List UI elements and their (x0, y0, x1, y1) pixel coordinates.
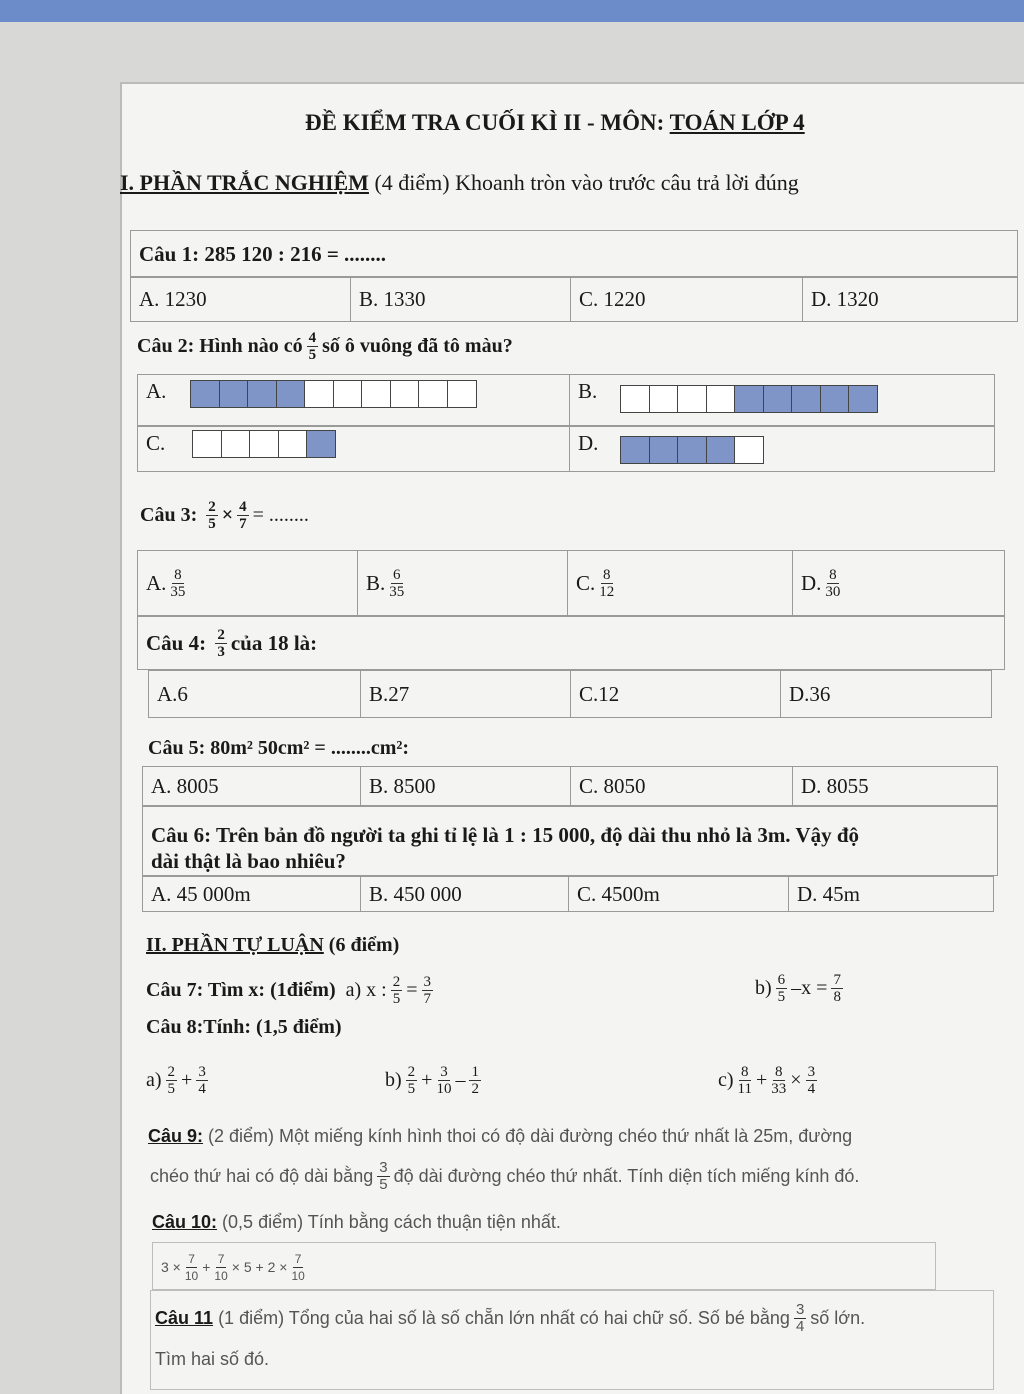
q8-part-c: c) $\frac{8}{11}$ + $\frac{8}{33}$ × $\frac{3}{4}$ (718, 1063, 816, 1097)
q10-question: Câu 10: (0,5 điểm) Tính bằng cách thuận tiện nhất. (152, 1212, 561, 1232)
q2-label-c[interactable]: C. (138, 427, 570, 471)
page-title: ĐỀ KIỂM TRA CUỐI KÌ II - MÔN: TOÁN LỚP 4 (305, 110, 805, 135)
q5-question: Câu 5: 80m² 50cm² = ........cm²: (148, 736, 410, 759)
q4-question: Câu 4: $\frac{2}{3}$ của 18 là: (146, 626, 318, 660)
screen-top-bar (0, 0, 1024, 22)
q8-part-b: b) $\frac{2}{5}$ + $\frac{3}{10}$ – $\frac{1}{2}$ (385, 1063, 479, 1097)
section2-heading: II. PHẦN TỰ LUẬN (6 điểm) (146, 934, 400, 956)
q4-option-b[interactable]: B.27 (361, 671, 571, 717)
q5-option-b[interactable]: B. 8500 (361, 767, 571, 805)
q1-question: Câu 1: 285 120 : 216 = ........ (139, 241, 387, 266)
q6-option-a[interactable]: A. 45 000m (143, 877, 361, 911)
q6-row (142, 806, 998, 876)
q9-line2: chéo thứ hai có độ dài bằng $\frac{3}{5}$ độ dài đường chéo thứ nhất. Tính diện tích miếng kính đó. (150, 1158, 860, 1193)
q4-options (148, 670, 992, 718)
q2-label-a[interactable]: A. (138, 375, 570, 425)
q4-option-c[interactable]: C.12 (571, 671, 781, 717)
q7-part-a: Câu 7: Tìm x: (1điểm) a) x : $\frac{2}{5}$ = $\frac{3}{7}$ (146, 973, 431, 1007)
q2-label-b[interactable]: B. (578, 379, 598, 403)
q1-row (130, 230, 1018, 278)
q3-option-a[interactable]: A. $\frac{8}{35}$ (138, 551, 358, 615)
q3-question: Câu 3: $\frac{2}{5}$ × $\frac{4}{7}$ = ........ (140, 498, 309, 532)
q6-option-b[interactable]: B. 450 000 (361, 877, 569, 911)
q2-fraction: $\frac{4}{5}$ (308, 329, 317, 363)
q10-expression: 3 × $\frac{7}{10}$ + $\frac{7}{10}$ × 5 + 2 × $\frac{7}{10}$ (161, 1251, 305, 1283)
q10-expression-box (152, 1242, 936, 1290)
q1-option-c[interactable]: C. 1220 (571, 277, 803, 321)
q2-figure-b (620, 385, 877, 413)
q3-options (137, 550, 1005, 616)
q2-figure-a (190, 380, 475, 408)
q8-part-a: a) $\frac{2}{5}$ + $\frac{3}{4}$ (146, 1063, 206, 1097)
q3-option-c[interactable]: C. $\frac{8}{12}$ (568, 551, 793, 615)
q5-option-c[interactable]: C. 8050 (571, 767, 793, 805)
q1-option-b[interactable]: B. 1330 (351, 277, 571, 321)
q8-question: Câu 8:Tính: (1,5 điểm) (146, 1016, 342, 1038)
q5-option-a[interactable]: A. 8005 (143, 767, 361, 805)
q6-question-line2: dài thật là bao nhiêu? (151, 849, 346, 873)
q1-option-d[interactable]: D. 1320 (811, 286, 879, 311)
q2-question: Câu 2: Hình nào có $\frac{4}{5}$ số ô vuông đã tô màu? (137, 329, 513, 363)
q3-option-b[interactable]: B. $\frac{6}{35}$ (358, 551, 568, 615)
q6-option-c[interactable]: C. 4500m (569, 877, 789, 911)
q11-line2: Tìm hai số đó. (155, 1349, 270, 1369)
q7-part-b: b) $\frac{6}{5}$ –x = $\frac{7}{8}$ (755, 971, 841, 1005)
q2-figure-c (192, 430, 335, 458)
q5-options (142, 766, 998, 806)
q9-line1: Câu 9: (2 điểm) Một miếng kính hình thoi có độ dài đường chéo thứ nhất là 25m, đường (148, 1126, 853, 1146)
q2-figure-d (620, 436, 763, 464)
q1-option-a[interactable]: A. 1230 (131, 277, 351, 321)
q2-label-d[interactable]: D. (578, 431, 599, 455)
q5-option-d[interactable]: D. 8055 (801, 773, 869, 798)
q11-box (150, 1290, 994, 1390)
q6-question-line1: Câu 6: Trên bản đồ người ta ghi tỉ lệ là 1 : 15 000, độ dài thu nhỏ là 3m. Vậy độ (151, 823, 860, 847)
q6-option-d[interactable]: D. 45m (797, 881, 860, 906)
q4-row (137, 616, 1005, 670)
q3-option-d[interactable]: D. $\frac{8}{30}$ (801, 566, 841, 600)
q4-option-d[interactable]: D.36 (789, 681, 831, 706)
section1-heading: I. PHẦN TRẮC NGHIỆM (4 điểm) Khoanh tròn vào trước câu trả lời đúng (120, 170, 799, 195)
q11-line1: Câu 11 (1 điểm) Tổng của hai số là số chẵn lớn nhất có hai chữ số. Số bé bằng $\frac{3}{4}$ số lớn. (155, 1300, 866, 1335)
q6-options (142, 876, 994, 912)
q4-option-a[interactable]: A.6 (149, 671, 361, 717)
